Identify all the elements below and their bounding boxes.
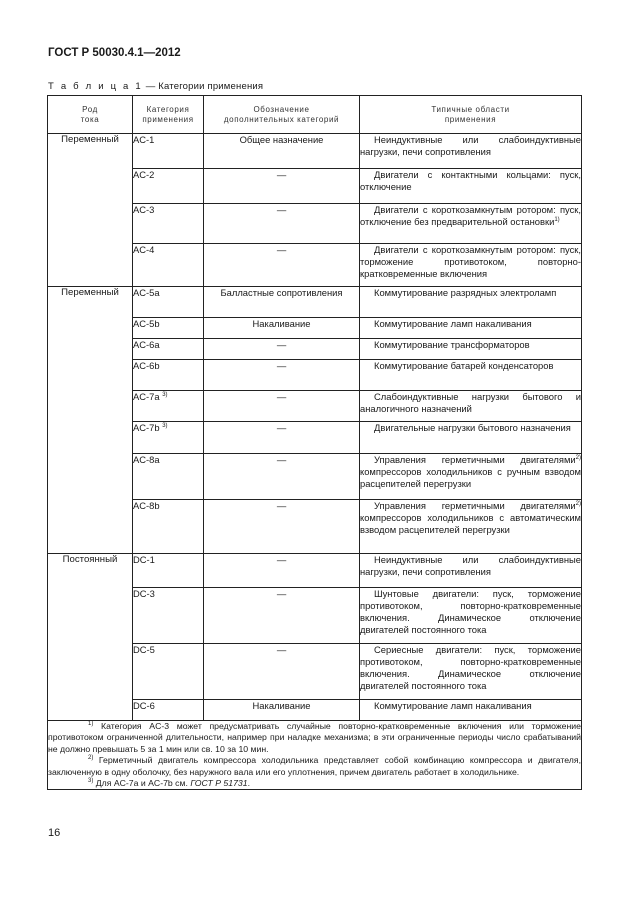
category-cell: AC-4 bbox=[133, 244, 204, 287]
footnote-ref: 1) bbox=[554, 216, 560, 223]
standard-reference: ГОСТ Р 51731 bbox=[190, 778, 248, 789]
area-cell: Шунтовые двигатели: пуск, торможение противотоком, повторно-кратковременные включения. Динамическое отключение двигателей постоянного тока bbox=[360, 588, 582, 644]
table-header-row bbox=[48, 96, 582, 134]
footnote-ref: 2) bbox=[575, 454, 581, 461]
area-cell: Коммутирование трансформаторов bbox=[360, 339, 582, 360]
table-row bbox=[48, 287, 582, 318]
area-cell: Неиндуктивные или слабоиндуктивные нагрузки, печи сопротивления bbox=[360, 134, 582, 169]
table-row bbox=[48, 134, 582, 169]
area-cell: Неиндуктивные или слабоиндуктивные нагрузки, печи сопротивления bbox=[360, 554, 582, 588]
category-cell: AC-5b bbox=[133, 318, 204, 339]
extra-cell: — bbox=[204, 244, 360, 287]
extra-cell: — bbox=[204, 360, 360, 391]
area-cell: Коммутирование батарей конденсаторов bbox=[360, 360, 582, 391]
extra-cell: — bbox=[204, 644, 360, 700]
extra-cell: Накаливание bbox=[204, 700, 360, 721]
category-cell: AC-1 bbox=[133, 134, 204, 169]
area-cell: Двигательные нагрузки бытового назначения bbox=[360, 422, 582, 454]
extra-cell: Накаливание bbox=[204, 318, 360, 339]
area-cell: Управления герметичными двигателями$^{2)}$ компрессоров холодильников с автоматическим взводом расцепителей перегрузки bbox=[360, 500, 582, 554]
footnotes-cell bbox=[48, 721, 582, 790]
area-cell: Коммутирование ламп накаливания bbox=[360, 318, 582, 339]
header-kind: Род тока bbox=[48, 96, 133, 134]
extra-cell: Общее назначение bbox=[204, 134, 360, 169]
table-caption bbox=[48, 81, 263, 92]
footnote-ref: 3) bbox=[162, 422, 168, 429]
kind-cell: Постоянный bbox=[48, 554, 133, 721]
category-cell: AC-6b bbox=[133, 360, 204, 391]
extra-cell: — bbox=[204, 500, 360, 554]
extra-cell: — bbox=[204, 554, 360, 588]
category-cell: AC-8b bbox=[133, 500, 204, 554]
area-cell: Двигатели с короткозамкнутым ротором: пуск, торможение противотоком, повторно-кратковременные включения bbox=[360, 244, 582, 287]
footnotes-row bbox=[48, 721, 582, 790]
document-title: ГОСТ Р 50030.4.1—2012 bbox=[48, 47, 181, 59]
header-areas: Типичные области применения bbox=[360, 96, 582, 134]
extra-cell: — bbox=[204, 588, 360, 644]
category-cell: DC-3 bbox=[133, 588, 204, 644]
category-cell: AC-8a bbox=[133, 454, 204, 500]
category-cell: AC-2 bbox=[133, 169, 204, 204]
header-category: Категория применения bbox=[133, 96, 204, 134]
extra-cell: — bbox=[204, 339, 360, 360]
extra-cell: — bbox=[204, 422, 360, 454]
footnote-ref: 2) bbox=[575, 500, 581, 507]
area-cell: Двигатели с короткозамкнутым ротором: пуск, отключение без предварительной остановки$^{1)}$ bbox=[360, 204, 582, 244]
extra-cell: — bbox=[204, 454, 360, 500]
kind-cell: Переменный bbox=[48, 287, 133, 554]
page-number: 16 bbox=[48, 827, 61, 839]
table-caption-text: Категории применения bbox=[158, 81, 264, 92]
area-cell: Сериесные двигатели: пуск, торможение противотоком, повторно-кратковременные включения. Динамическое отключение двигателей постоянного тока bbox=[360, 644, 582, 700]
extra-cell: — bbox=[204, 169, 360, 204]
extra-cell: — bbox=[204, 391, 360, 422]
area-cell: Управления герметичными двигателями$^{2)}$ компрессоров холодильников с ручным взводом расцепителей перегрузки bbox=[360, 454, 582, 500]
area-cell: Коммутирование ламп накаливания bbox=[360, 700, 582, 721]
category-cell: AC-7b $^{3)}$ bbox=[133, 422, 204, 454]
category-cell: DC-6 bbox=[133, 700, 204, 721]
categories-table bbox=[47, 95, 582, 790]
footnote-ref: 3) bbox=[162, 391, 168, 398]
footnote-3: $^{3)}$ Для AC-7a и AC-7b см. ГОСТ Р 51731. bbox=[88, 778, 251, 789]
footnote-2: $^{2)}$ Герметичный двигатель компрессора холодильника представляет собой комбинацию компрессора и двигателя, заключенную в одну оболочку, без наружного вала или его уплотнения, причем двигатель работает в холодильнике. bbox=[48, 755, 581, 777]
area-cell: Двигатели с контактными кольцами: пуск, отключение bbox=[360, 169, 582, 204]
category-cell: AC-6a bbox=[133, 339, 204, 360]
extra-cell: Балластные сопротивления bbox=[204, 287, 360, 318]
category-cell: DC-1 bbox=[133, 554, 204, 588]
footnote-1: $^{1)}$ Категория AC-3 может предусматривать случайные повторно-кратковременные включения или торможение противотоком ограниченной длительности, например при наладке механизма; в эти ограниченные периоды число срабатываний не должно превышать 5 за 1 мин или св. 10 за 10 мин. bbox=[48, 721, 581, 754]
table-caption-label: Т а б л и ц а 1 bbox=[48, 81, 143, 92]
category-cell: AC-3 bbox=[133, 204, 204, 244]
category-cell: AC-5a bbox=[133, 287, 204, 318]
area-cell: Коммутирование разрядных электроламп bbox=[360, 287, 582, 318]
category-cell: DC-5 bbox=[133, 644, 204, 700]
category-cell: AC-7a $^{3)}$ bbox=[133, 391, 204, 422]
table-row bbox=[48, 554, 582, 588]
header-extra: Обозначение дополнительных категорий bbox=[204, 96, 360, 134]
table-caption-dash: — bbox=[142, 81, 159, 92]
extra-cell: — bbox=[204, 204, 360, 244]
area-cell: Слабоиндуктивные нагрузки бытового и аналогичного назначений bbox=[360, 391, 582, 422]
kind-cell: Переменный bbox=[48, 134, 133, 287]
